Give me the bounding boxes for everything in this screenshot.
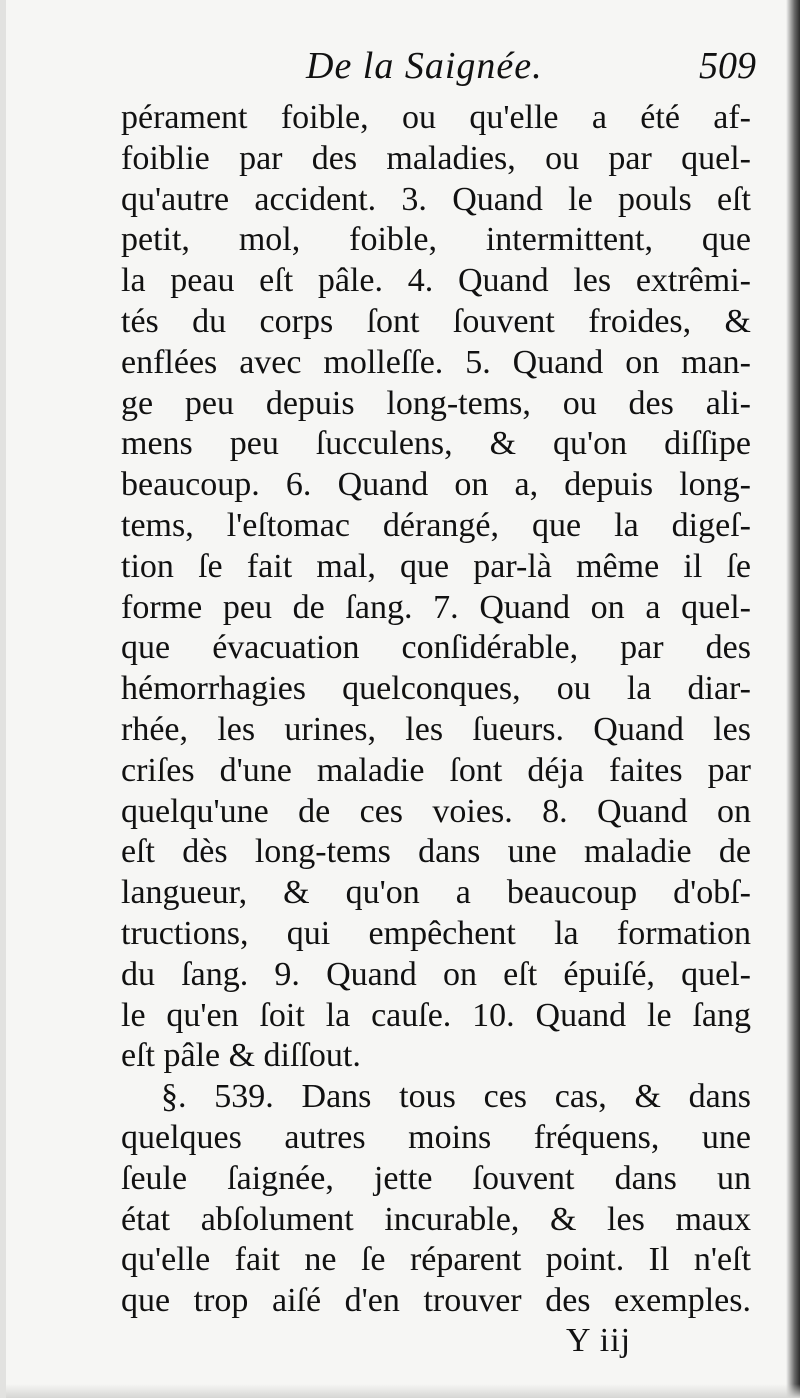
paragraph-end-line: eſt pâle & diſſout. xyxy=(121,1037,361,1075)
body-text xyxy=(121,98,751,1322)
text-line: forme peu de ſang. 7. Quand on a quel- xyxy=(121,588,751,626)
text-line: que évacuation conſidérable, par des xyxy=(121,629,751,667)
text-line: mens peu ſucculens, & qu'on diſſipe xyxy=(121,425,751,463)
text-line: eſt dès long-tems dans une maladie de xyxy=(121,833,751,871)
running-title: De la Saignée. xyxy=(306,45,543,87)
page-header xyxy=(116,44,756,94)
text-line: quelqu'une de ces voies. 8. Quand on xyxy=(121,792,751,830)
text-line: foiblie par des maladies, ou par quel- xyxy=(121,139,751,177)
text-line: enflées avec molleſſe. 5. Quand on man- xyxy=(121,343,751,381)
text-line: que trop aiſé d'en trouver des exemples. xyxy=(121,1282,751,1320)
text-line: tion ſe fait mal, que par-là même il ſe xyxy=(121,547,751,585)
text-line: tems, l'eſtomac dérangé, que la digeſ- xyxy=(121,506,751,544)
text-line: du ſang. 9. Quand on eſt épuiſé, quel- xyxy=(121,955,751,993)
text-line: qu'autre accident. 3. Quand le pouls eſt xyxy=(121,180,751,218)
text-line: criſes d'une maladie ſont déja faites par xyxy=(121,751,751,789)
text-line: qu'elle fait ne ſe réparent point. Il n'eſt xyxy=(121,1241,751,1279)
text-line: tructions, qui empêchent la formation xyxy=(121,914,751,952)
text-line: tés du corps ſont ſouvent froides, & xyxy=(121,302,751,340)
text-line: la peau eſt pâle. 4. Quand les extrêmi- xyxy=(121,262,751,300)
spine-shadow xyxy=(786,0,800,1398)
text-line: langueur, & qu'on a beaucoup d'obſ- xyxy=(121,874,751,912)
text-line: hémorrhagies quelconques, ou la diar- xyxy=(121,670,751,708)
text-line: beaucoup. 6. Quand on a, depuis long- xyxy=(121,466,751,504)
text-line: quelques autres moins fréquens, une xyxy=(121,1118,751,1156)
text-line: ge peu depuis long-tems, ou des ali- xyxy=(121,384,751,422)
section-539-start-line: §. 539. Dans tous ces cas, & dans xyxy=(161,1078,751,1116)
page-number: 509 xyxy=(699,45,756,87)
text-line: pérament foible, ou qu'elle a été af- xyxy=(121,99,751,136)
text-line: petit, mol, foible, intermittent, que xyxy=(121,221,751,259)
signature-mark: Y iij xyxy=(566,1322,632,1359)
text-line: rhée, les urines, les ſueurs. Quand les xyxy=(121,710,751,748)
text-line: état abſolument incurable, & les maux xyxy=(121,1200,751,1238)
bottom-edge-shadow xyxy=(6,1384,800,1398)
text-line: ſeule ſaignée, jette ſouvent dans un xyxy=(121,1159,751,1197)
text-line: le qu'en ſoit la cauſe. 10. Quand le ſang xyxy=(121,996,751,1034)
